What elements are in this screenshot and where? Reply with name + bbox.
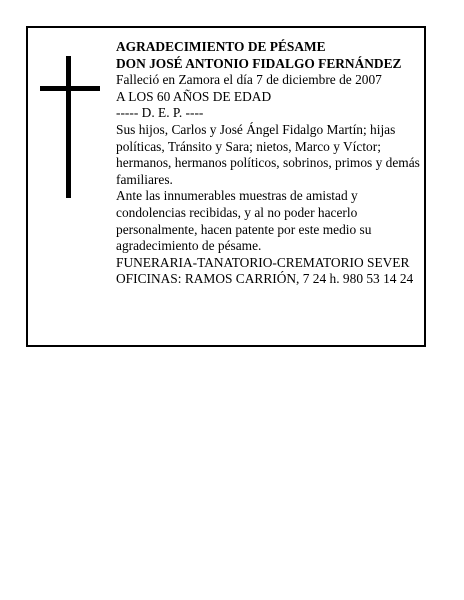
family-paragraph: Sus hijos, Carlos y José Ángel Fidalgo Martín; hijas políticas, Tránsito y Sara; nietos, Marco y Víctor; hermanos, hermanos políticos, sobrinos, primos y demás familiares. xyxy=(116,121,420,187)
deceased-name: DON JOSÉ ANTONIO FIDALGO FERNÁNDEZ xyxy=(116,55,402,71)
offices-line: OFICINAS: RAMOS CARRIÓN, 7 24 h. 980 53 14 24 xyxy=(116,271,414,287)
notice-heading: AGRADECIMIENTO DE PÉSAME xyxy=(116,39,326,54)
thanks-paragraph: Ante las innumerables muestras de amistad y condolencias recibidas, y al no poder hacerlo personalmente, hacen patente por este medio su agradecimiento de pésame. xyxy=(116,188,372,254)
notice-text xyxy=(116,39,422,288)
age-line: A LOS 60 AÑOS DE EDAD xyxy=(116,88,272,104)
cross-vertical-bar xyxy=(66,56,71,198)
cross-icon xyxy=(40,56,100,198)
cross-horizontal-bar xyxy=(40,86,100,91)
death-info: Falleció en Zamora el día 7 de diciembre de 2007 xyxy=(116,72,382,88)
rip-line: ----- D. E. P. ---- xyxy=(116,105,204,121)
obituary-notice xyxy=(26,26,426,347)
funeral-home: FUNERARIA-TANATORIO-CREMATORIO SEVER xyxy=(116,254,410,270)
